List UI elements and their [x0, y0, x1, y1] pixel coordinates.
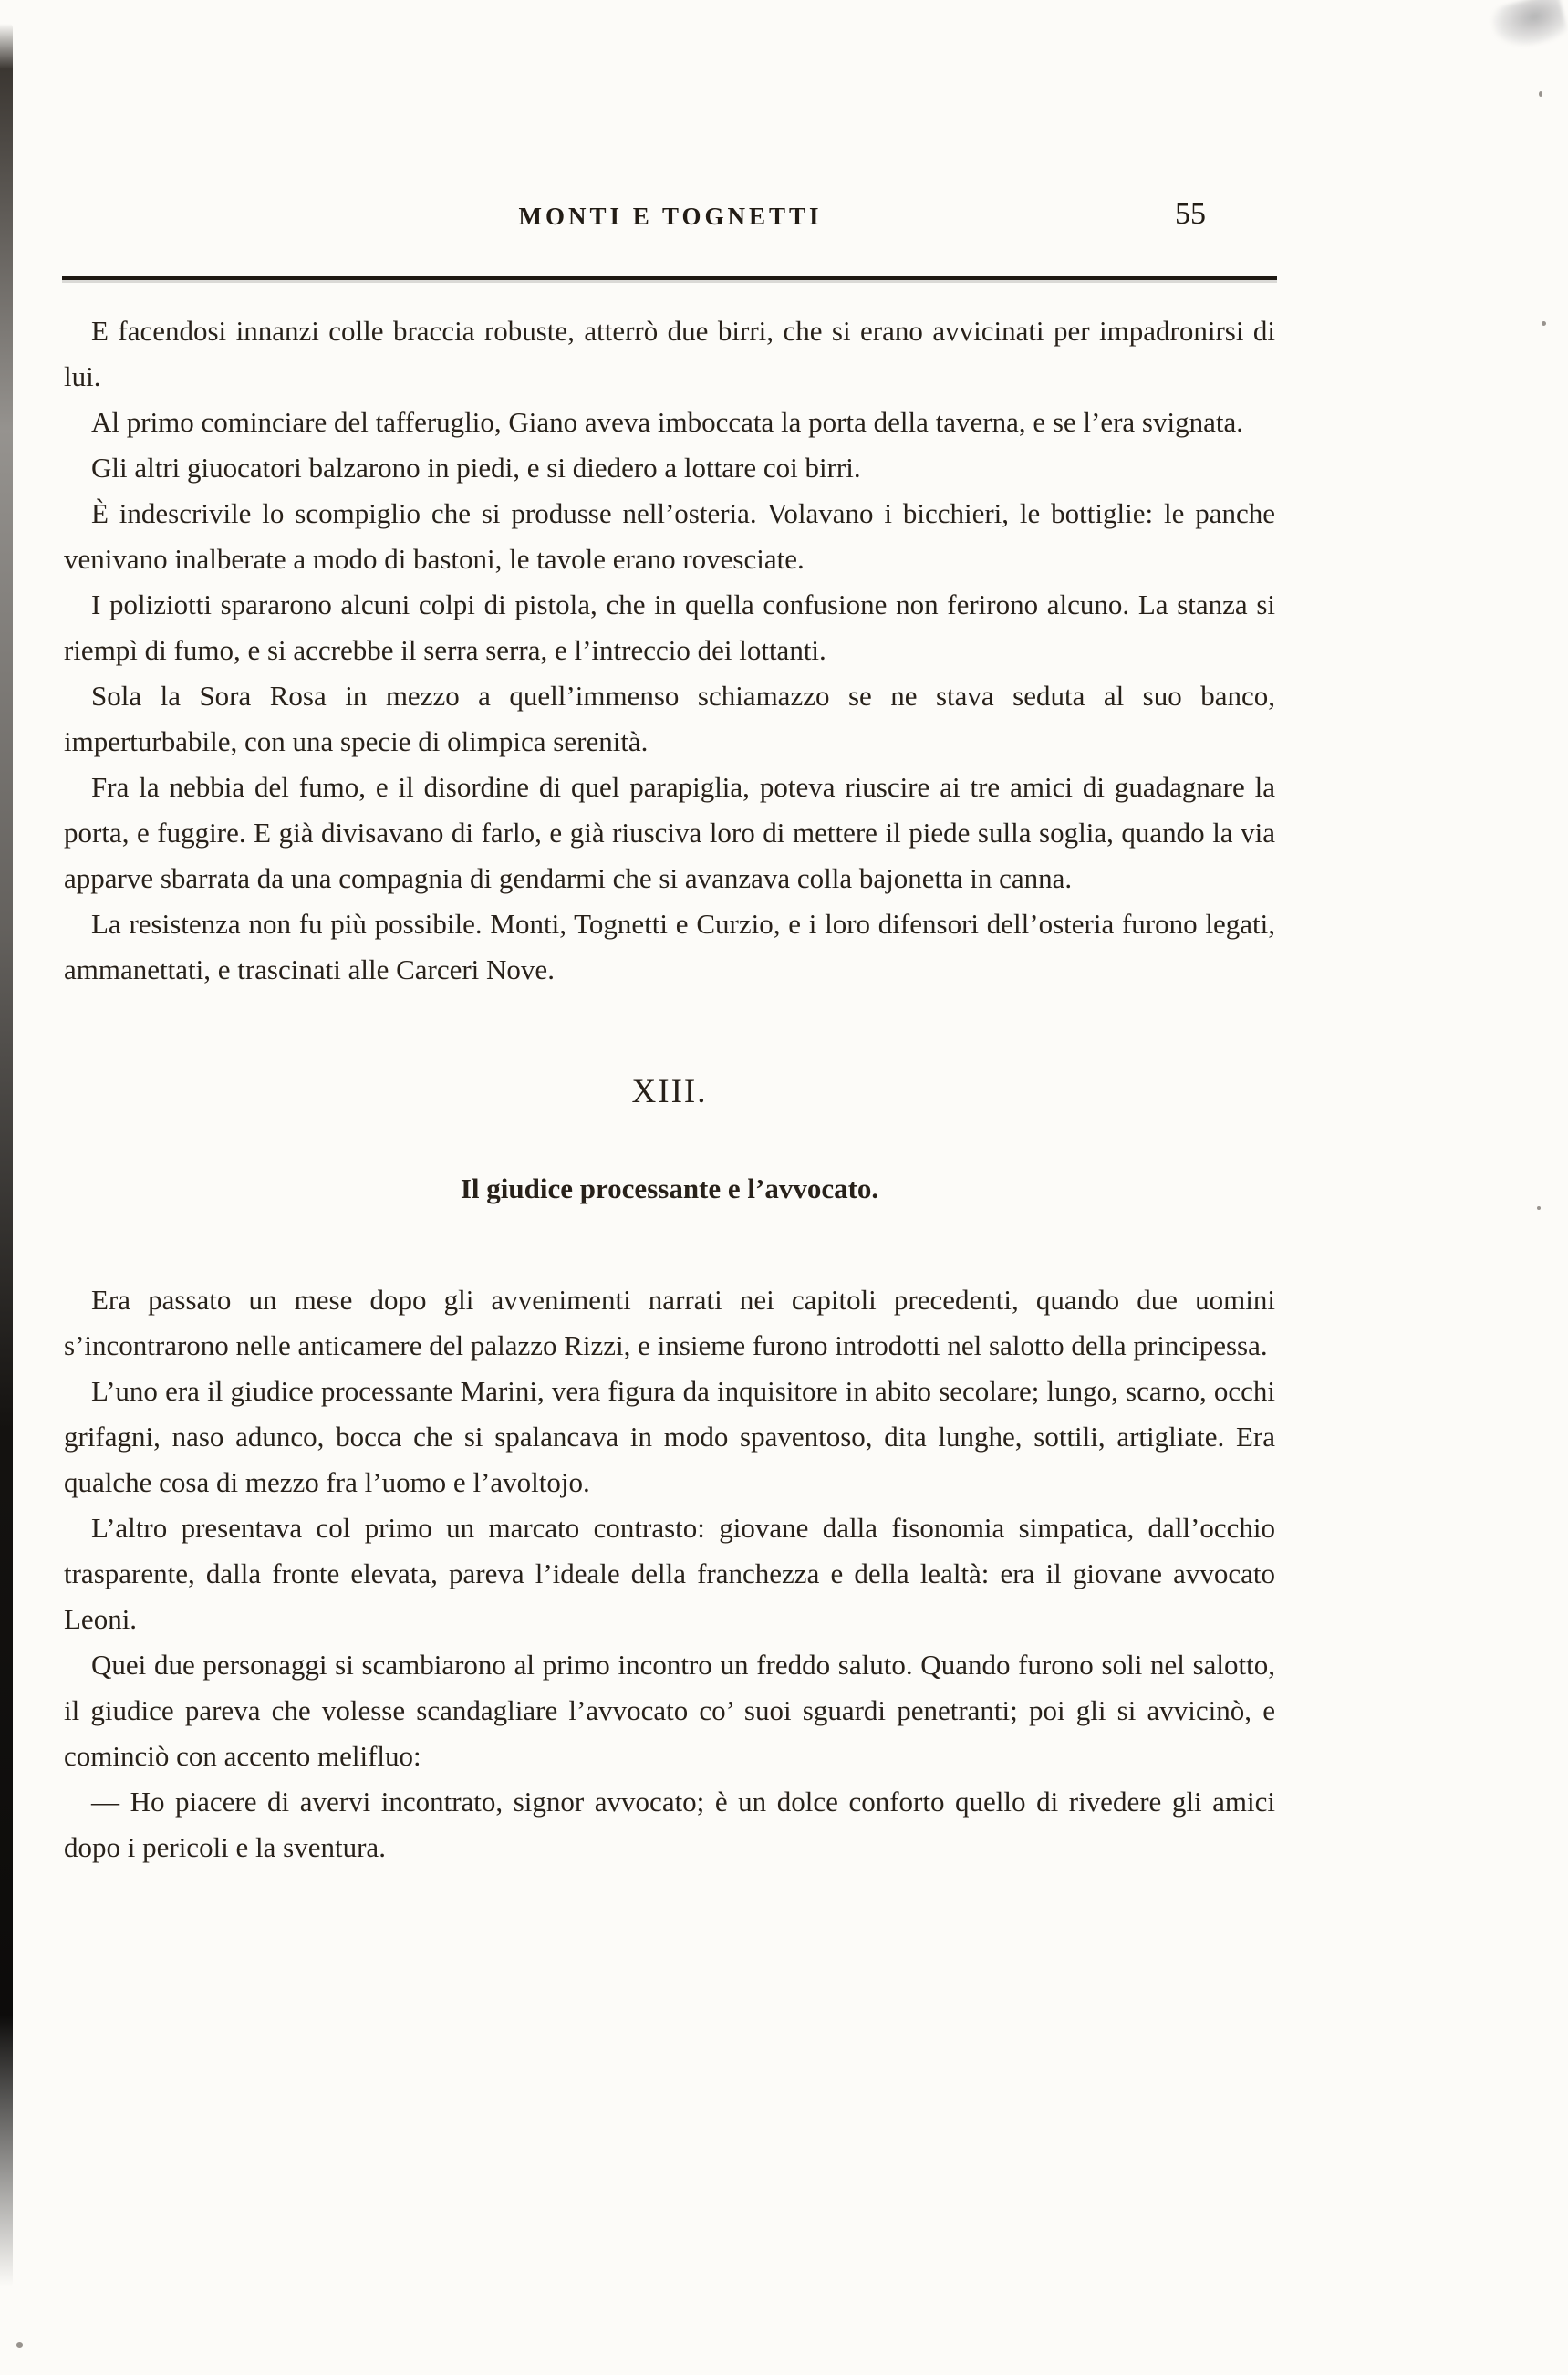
paragraph: — Ho piacere di avervi incontrato, signor avvocato; è un dolce conforto quello di rivedere gli amici dopo i pericoli e la sventura. [64, 1786, 1275, 1863]
paragraph: Quei due personaggi si scambiarono al primo incontro un freddo saluto. Quando furono soli nel salotto, il giudice pareva che volesse scandagliare l’avvocato co’ suoi sguardi penetranti; poi gli si avvicinò, e cominciò con accento melifluo: [64, 1649, 1275, 1772]
chapter-number: XIII. [631, 1073, 708, 1110]
page-number: 55 [1175, 197, 1206, 231]
paragraph: È indescrivile lo scompiglio che si produsse nell’osteria. Volavano i bicchieri, le bottiglie: le panche venivano inalberate a modo di bastoni, le tavole erano rovesciate. [64, 497, 1275, 575]
running-title: MONTI E TOGNETTI [518, 203, 823, 230]
paragraph: Fra la nebbia del fumo, e il disordine di quel parapiglia, poteva riuscire ai tre amici di guadagnare la porta, e fuggire. E già divisavano di farlo, e già riusciva loro di mettere il piede sulla soglia, quando la via apparve sbarrata da una compagnia di gendarmi che si avanzava colla bajonetta in canna. [64, 771, 1275, 894]
paragraph: Gli altri giuocatori balzarono in piedi, e si diedero a lottare coi birri. [91, 452, 861, 484]
body-text [64, 308, 1275, 1870]
ink-speck [1537, 1206, 1541, 1210]
chapter-title: Il giudice processante e l’avvocato. [460, 1172, 879, 1204]
ink-speck [1542, 321, 1546, 326]
paragraph: La resistenza non fu più possibile. Monti, Tognetti e Curzio, e i loro difensori dell’osteria furono legati, ammanettati, e trascinati alle Carceri Nove. [64, 908, 1275, 985]
header-rule [62, 276, 1277, 280]
paragraph: L’uno era il giudice processante Marini, vera figura da inquisitore in abito secolare; lungo, scarno, occhi grifagni, naso adunco, bocca che si spalancava in modo spaventoso, dita lunghe, sottili, artigliate. Era qualche cosa di mezzo fra l’uomo e l’avoltojo. [64, 1375, 1275, 1498]
paragraph: E facendosi innanzi colle braccia robuste, atterrò due birri, che si erano avvicinati per impadronirsi di lui. [64, 315, 1275, 392]
paragraph: L’altro presentava col primo un marcato contrasto: giovane dalla fisonomia simpatica, dall’occhio trasparente, dalla fronte elevata, pareva l’ideale della franchezza e della lealtà: era il giovane avvocato Leoni. [64, 1512, 1275, 1635]
paragraph: Era passato un mese dopo gli avvenimenti narrati nei capitoli precedenti, quando due uomini s’incontrarono nelle anticamere del palazzo Rizzi, e insieme furono introdotti nel salotto della principessa. [64, 1284, 1275, 1361]
paragraph: Sola la Sora Rosa in mezzo a quell’immenso schiamazzo se ne stava seduta al suo banco, imperturbabile, con una specie di olimpica serenità. [64, 680, 1275, 757]
ink-speck [16, 2342, 23, 2348]
page-header [64, 197, 1277, 245]
paragraph: Al primo cominciare del tafferuglio, Giano aveva imboccata la porta della taverna, e se l’era svignata. [91, 406, 1243, 438]
stain-mark [1489, 0, 1568, 54]
binding-shadow [0, 24, 13, 2286]
paragraph: I poliziotti spararono alcuni colpi di pistola, che in quella confusione non ferirono alcuno. La stanza si riempì di fumo, e si accrebbe il serra serra, e l’intreccio dei lottanti. [64, 589, 1275, 666]
ink-speck [1539, 91, 1542, 97]
